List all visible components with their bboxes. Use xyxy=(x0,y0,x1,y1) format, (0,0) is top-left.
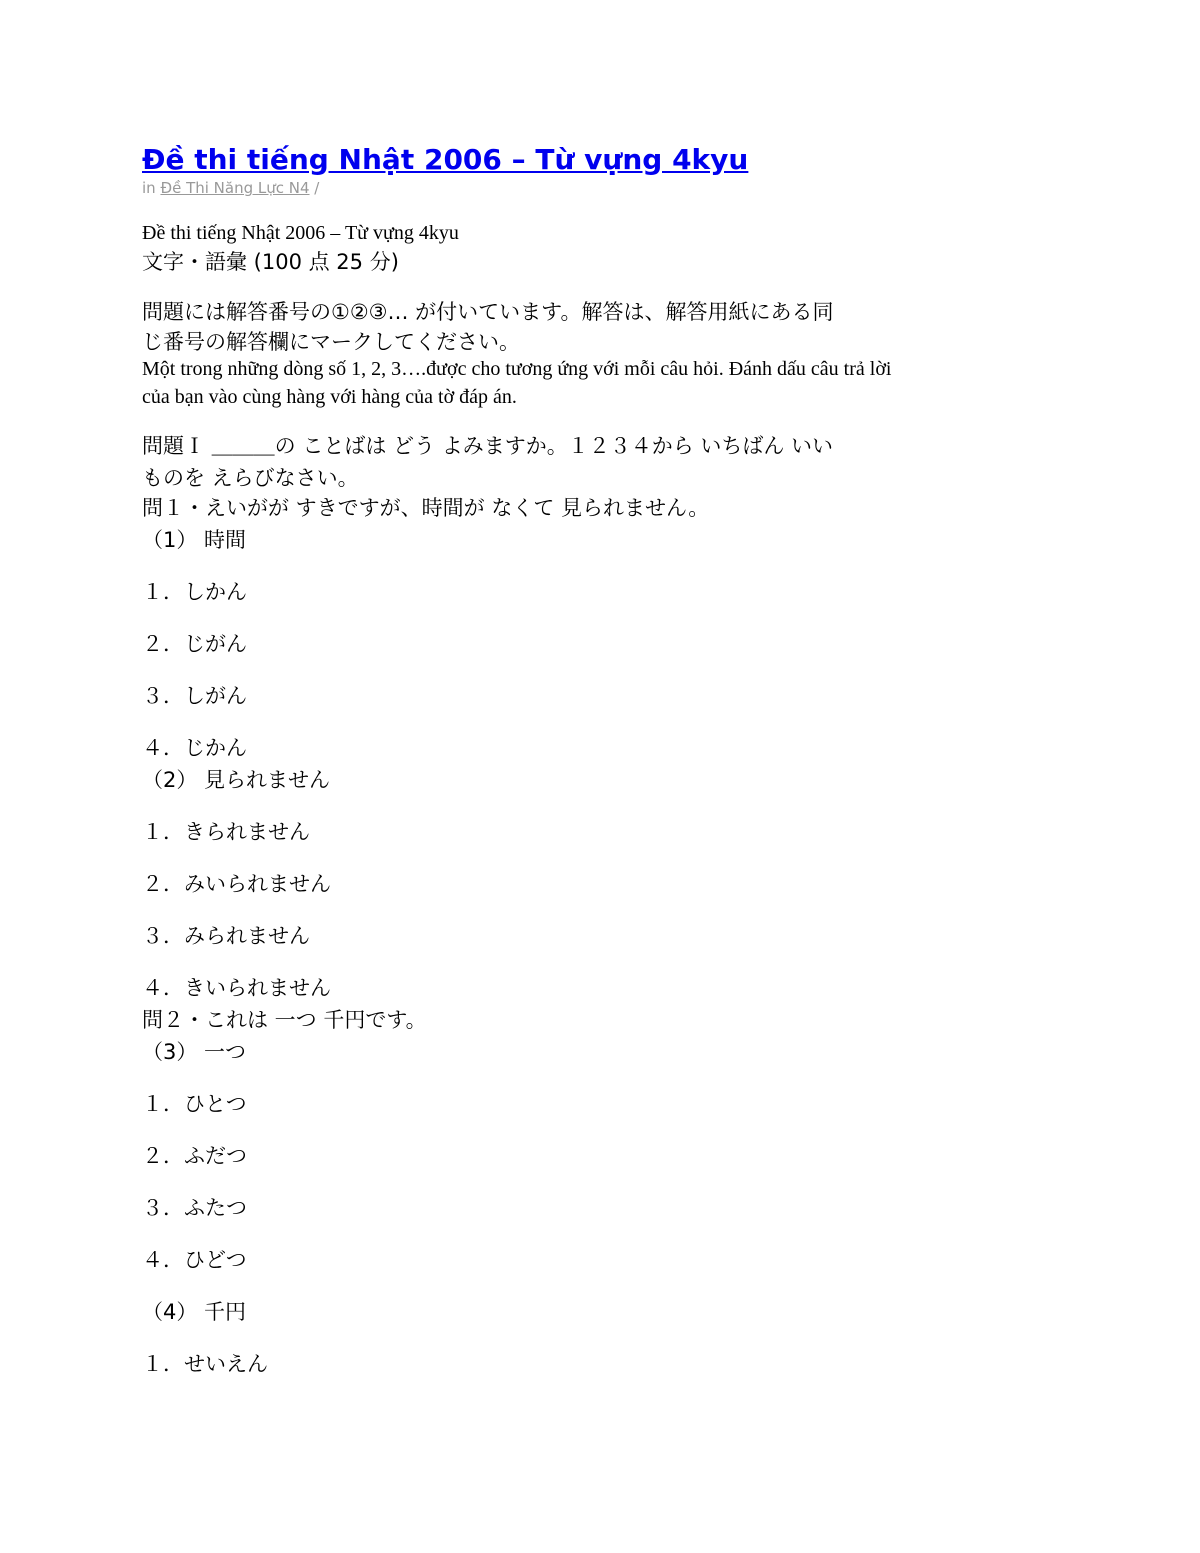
option-item: １．ひとつ xyxy=(142,1092,247,1116)
instructions-vi-line-1: Một trong những dòng số 1, 2, 3….được cho tương ứng với mỗi câu hỏi. Đánh dấu câu trả lời xyxy=(142,358,892,380)
question-item-3-label: （3） 一つ xyxy=(142,1040,247,1064)
option-item: ３．ふたつ xyxy=(142,1196,247,1220)
section-heading: 文字・語彙 (100 点 25 分) xyxy=(142,250,399,274)
option-item: １．せいえん xyxy=(142,1352,268,1376)
question-2-sentence: 問２・これは 一つ 千円です。 xyxy=(142,1008,427,1032)
option-item: １．しかん xyxy=(142,580,247,604)
option-item: ４．じかん xyxy=(142,736,247,760)
question-item-1-label: （1） 時間 xyxy=(142,528,247,552)
category-link[interactable]: Đề Thi Năng Lực N4 xyxy=(160,179,310,197)
instructions-jp-line-1: 問題には解答番号の①②③… が付いています。解答は、解答用紙にある同 xyxy=(142,300,834,324)
option-item: ４．ひどつ xyxy=(142,1248,247,1272)
option-item: ２．じがん xyxy=(142,632,247,656)
meta-suffix: / xyxy=(309,179,320,197)
meta-prefix: in xyxy=(142,179,161,197)
question-item-2-label: （2） 見られません xyxy=(142,768,331,792)
option-item: ３．しがん xyxy=(142,684,247,708)
mondai-line-2: ものを えらびなさい。 xyxy=(142,466,359,490)
question-1-sentence: 問１・えいがが すきですが、時間が なくて 見られません。 xyxy=(142,496,710,520)
instructions-vi-line-2: của bạn vào cùng hàng với hàng của tờ đáp án. xyxy=(142,386,517,408)
article-meta xyxy=(142,178,1042,198)
article xyxy=(142,140,1042,1379)
instructions-jp-line-2: じ番号の解答欄にマークしてください。 xyxy=(142,330,520,354)
intro-title: Đề thi tiếng Nhật 2006 – Từ vựng 4kyu xyxy=(142,222,459,244)
mondai-line-1: 問題Ｉ ＿＿＿の ことばは どう よみますか。１２３４から いちばん いい xyxy=(142,434,834,458)
option-item: ２．ふだつ xyxy=(142,1144,247,1168)
article-title-link[interactable]: Đề thi tiếng Nhật 2006 – Từ vựng 4kyu xyxy=(142,143,749,176)
option-item: ３．みられません xyxy=(142,924,310,948)
option-item: ２．みいられません xyxy=(142,872,331,896)
question-item-4-label: （4） 千円 xyxy=(142,1300,247,1324)
option-item: ４．きいられません xyxy=(142,976,331,1000)
option-item: １．きられません xyxy=(142,820,310,844)
